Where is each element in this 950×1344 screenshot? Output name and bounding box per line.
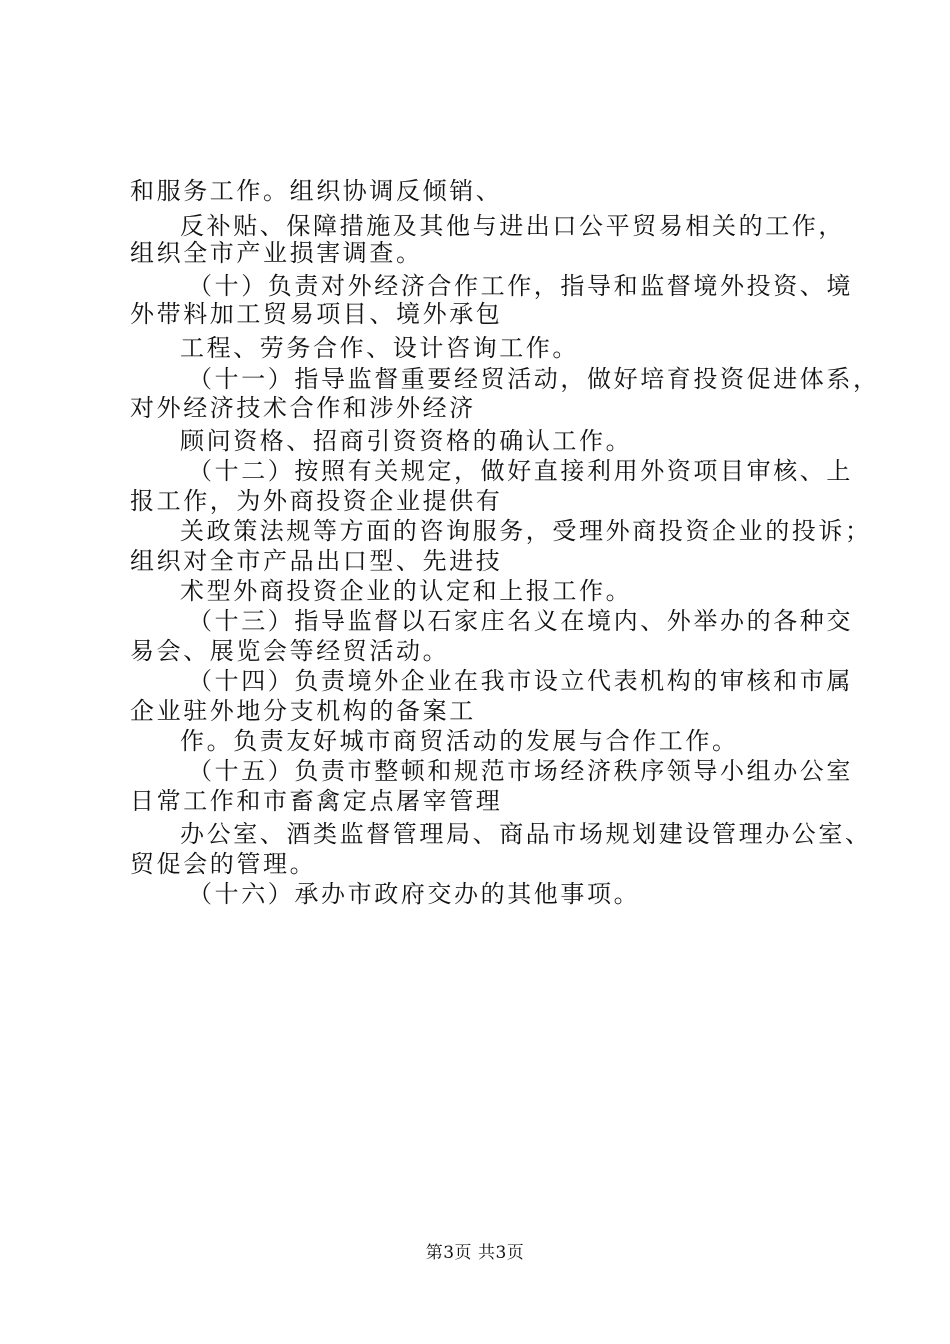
text-line: 组织全市产业损害调查。 (130, 239, 423, 267)
text-line: （十二）按照有关规定，做好直接利用外资项目审核、上 (188, 457, 853, 485)
text-line: 易会、展览会等经贸活动。 (130, 637, 450, 665)
text-line: 企业驻外地分支机构的备案工 (130, 697, 476, 725)
text-line: 组织对全市产品出口型、先进技 (130, 547, 503, 575)
text-line: 日常工作和市畜禽定点屠宰管理 (130, 787, 503, 815)
page-footer: 第3页 共3页 (425, 1243, 525, 1263)
text-line: （十）负责对外经济合作工作，指导和监督境外投资、境 (188, 272, 853, 300)
text-line: 对外经济技术合作和涉外经济 (130, 394, 476, 422)
text-line: 作。负责友好城市商贸活动的发展与合作工作。 (180, 727, 739, 755)
text-line: 关政策法规等方面的咨询服务，受理外商投资企业的投诉； (180, 517, 872, 545)
text-line: 工程、劳务合作、设计咨询工作。 (180, 334, 579, 362)
text-line: （十六）承办市政府交办的其他事项。 (188, 880, 641, 908)
text-line: 反补贴、保障措施及其他与进出口公平贸易相关的工作， (180, 212, 845, 240)
text-line: 外带料加工贸易项目、境外承包 (130, 300, 503, 328)
text-line: 和服务工作。组织协调反倾销、 (130, 177, 503, 205)
text-line: 报工作，为外商投资企业提供有 (130, 487, 503, 515)
text-line: 顾问资格、招商引资资格的确认工作。 (180, 427, 633, 455)
text-line: 贸促会的管理。 (130, 850, 317, 878)
text-line: 术型外商投资企业的认定和上报工作。 (180, 577, 633, 605)
text-line: 办公室、酒类监督管理局、商品市场规划建设管理办公室、 (180, 820, 872, 848)
text-line: （十三）指导监督以石家庄名义在境内、外举办的各种交 (188, 607, 853, 635)
text-line: （十一）指导监督重要经贸活动，做好培育投资促进体系， (188, 365, 880, 393)
text-line: （十四）负责境外企业在我市设立代表机构的审核和市属 (188, 667, 853, 695)
text-line: （十五）负责市整顿和规范市场经济秩序领导小组办公室 (188, 757, 853, 785)
